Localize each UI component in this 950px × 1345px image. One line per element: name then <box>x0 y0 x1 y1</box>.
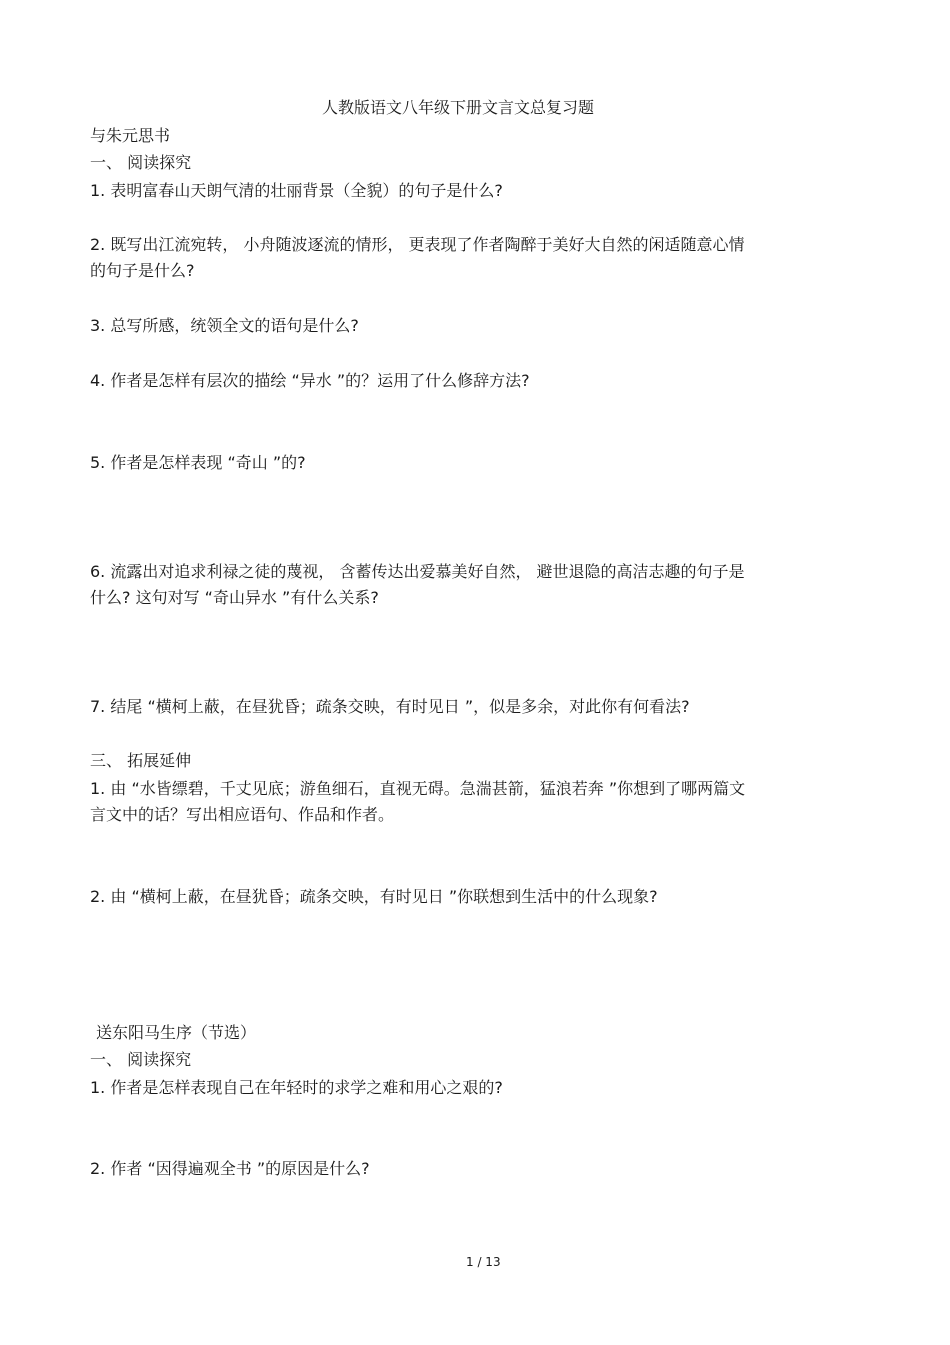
question-5: 5. 作者是怎样表现 “奇山 ”的? <box>90 453 306 472</box>
question-6-line-1: 6. 流露出对追求利禄之徒的蔑视， 含蓄传达出爱慕美好自然， 避世退隐的高洁志趣的句子是 <box>90 562 745 581</box>
question-7: 7. 结尾 “横柯上蔽，在昼犹昏；疏条交映，有时见日 ”，似是多余，对此你有何看法? <box>90 697 690 716</box>
question-1: 1. 表明富春山天朗气清的壮丽背景（全貌）的句子是什么? <box>90 181 503 200</box>
question-2-line-1: 2. 既写出江流宛转， 小舟随波逐流的情形， 更表现了作者陶醉于美好大自然的闲适随意心情 <box>90 235 745 254</box>
extension-question-1-line-1: 1. 由 “水皆缥碧，千丈见底；游鱼细石，直视无碍。急湍甚箭，猛浪若奔 ”你想到了哪两篇文 <box>90 779 746 798</box>
extension-question-1-line-2: 言文中的话？写出相应语句、作品和作者。 <box>90 805 395 824</box>
document-title: 人教版语文八年级下册文言文总复习题 <box>322 98 595 117</box>
extension-question-2: 2. 由 “横柯上蔽，在昼犹昏；疏条交映，有时见日 ”你联想到生活中的什么现象? <box>90 887 658 906</box>
section-title: 与朱元思书 <box>90 126 171 145</box>
question-2-line-2: 的句子是什么? <box>90 261 195 280</box>
question-1: 1. 作者是怎样表现自己在年轻时的求学之难和用心之艰的? <box>90 1078 503 1097</box>
page-number: 1 / 13 <box>466 1255 501 1269</box>
section-title: 送东阳马生序（节选） <box>96 1023 257 1042</box>
part-heading: 三、 拓展延伸 <box>90 751 192 770</box>
question-4: 4. 作者是怎样有层次的描绘 “异水 ”的？运用了什么修辞方法? <box>90 371 530 390</box>
part-heading: 一、 阅读探究 <box>90 153 192 172</box>
question-3: 3. 总写所感，统领全文的语句是什么? <box>90 316 359 335</box>
question-2: 2. 作者 “因得遍观全书 ”的原因是什么? <box>90 1159 370 1178</box>
question-6-line-2: 什么? 这句对写 “奇山异水 ”有什么关系? <box>90 588 379 607</box>
part-heading: 一、 阅读探究 <box>90 1050 192 1069</box>
